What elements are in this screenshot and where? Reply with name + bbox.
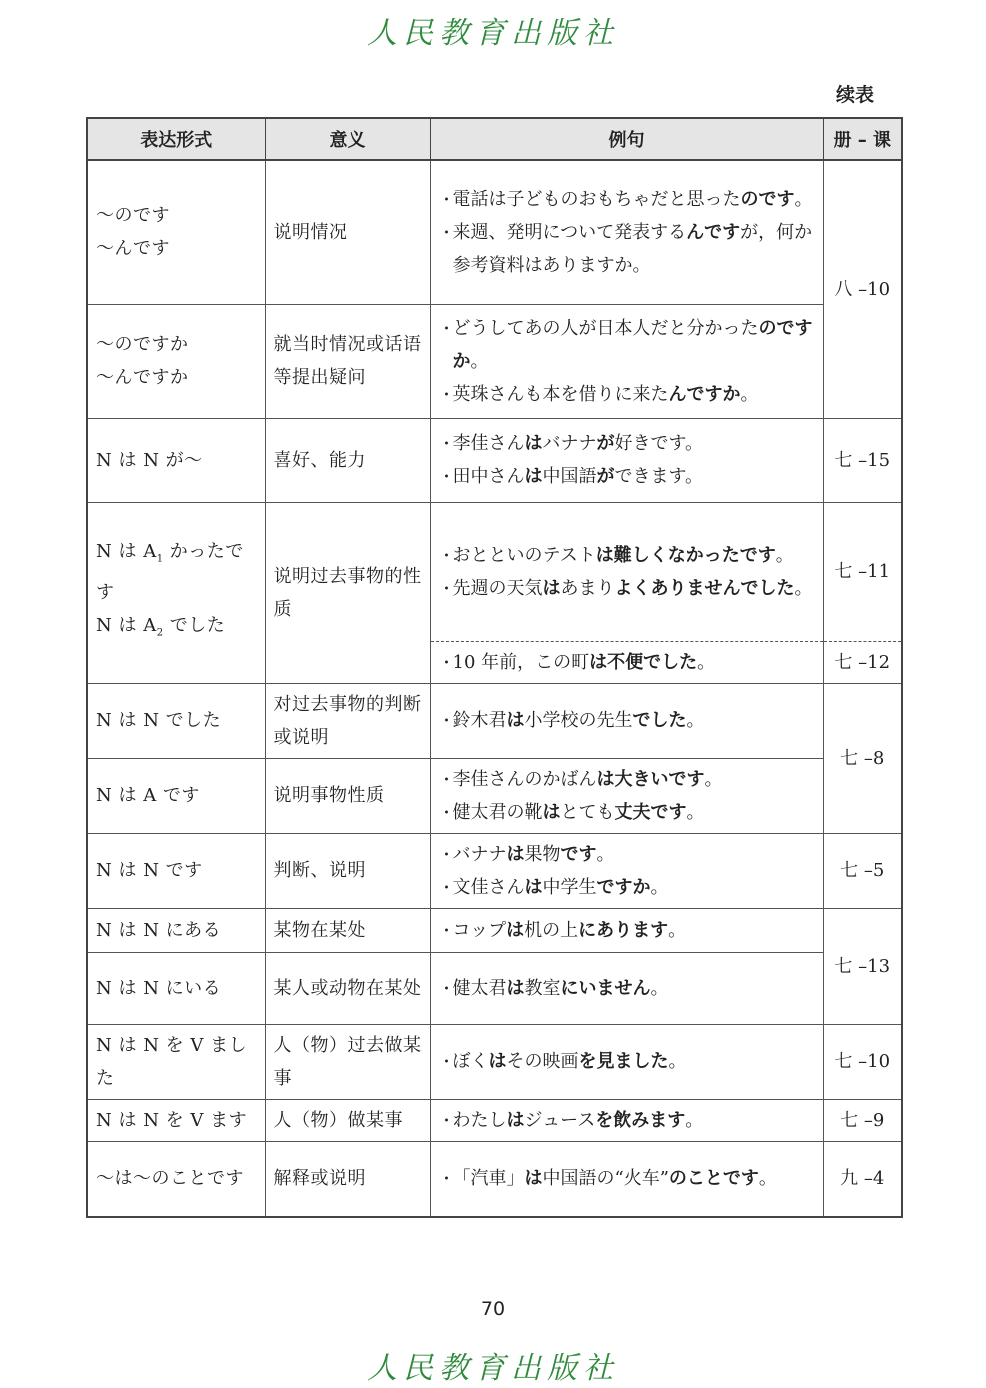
sentence-segment: が，何か参考資料はありますか。 — [452, 221, 813, 276]
meaning: 解释或说明 — [265, 1141, 430, 1217]
grammar-point: は — [506, 977, 525, 999]
sentence-segment: 健太君 — [452, 977, 507, 999]
sentence-segment: とても — [560, 801, 615, 823]
form-line: ～んです — [96, 238, 170, 260]
table-row — [87, 683, 902, 758]
grammar-point: は — [542, 577, 561, 599]
examples-cell — [430, 833, 823, 908]
example-sentence — [439, 378, 815, 411]
sentence-segment: 。 — [686, 710, 705, 731]
sentence-text — [453, 183, 815, 216]
example-sentence — [439, 871, 815, 904]
sentence-segment: 。 — [697, 651, 716, 673]
sentence-segment: ジュース — [524, 1109, 596, 1131]
example-sentence — [439, 216, 815, 282]
grammar-point: が — [596, 433, 615, 454]
form-line: N は N にある — [96, 919, 222, 941]
expression-form — [87, 304, 265, 418]
sentence-segment: 。 — [650, 876, 669, 898]
sentence-text — [453, 838, 815, 871]
bullet-icon: ・ — [438, 434, 455, 453]
examples-cell — [430, 1099, 823, 1141]
bullet-icon: ・ — [438, 1169, 455, 1189]
bullet-icon: ・ — [438, 1110, 455, 1130]
meaning: 某人或动物在某处 — [265, 952, 430, 1024]
expression-form — [87, 1024, 265, 1099]
grammar-point: は — [542, 801, 561, 823]
bullet-icon: ・ — [438, 578, 455, 598]
expression-form — [87, 160, 265, 304]
grammar-point: は — [524, 876, 543, 898]
expression-form — [87, 908, 265, 952]
sentence-segment: 中国語の“火车” — [542, 1168, 669, 1190]
expression-form — [87, 833, 265, 908]
grammar-point: んですか — [668, 383, 741, 405]
example-sentence — [439, 539, 815, 572]
table-row — [87, 1024, 902, 1099]
sentence-segment: 教室 — [524, 977, 561, 999]
form-line: N は A です — [96, 785, 200, 806]
grammar-point: 大きいです — [614, 768, 705, 790]
sentence-segment: 李佳さん — [452, 433, 525, 454]
sentence-segment: 健太君の靴 — [452, 801, 543, 823]
form-line: N は $A_2$ でした — [96, 615, 226, 639]
meaning: 说明情况 — [265, 160, 430, 304]
sentence-segment: 鈴木君 — [452, 710, 507, 731]
sentence-segment: 机の上 — [524, 919, 579, 941]
sentence-text — [453, 460, 815, 493]
grammar-point: んです — [686, 221, 741, 243]
sentence-segment: 。 — [740, 383, 759, 405]
volume-lesson: 七 –8 — [823, 683, 902, 833]
grammar-point: は — [596, 768, 615, 790]
example-sentence — [439, 972, 815, 1005]
sentence-segment: 。 — [685, 1109, 704, 1131]
sentence-segment: 田中さん — [452, 466, 525, 487]
sentence-text — [453, 427, 815, 460]
grammar-point: は — [488, 1051, 507, 1072]
continued-label: 续表 — [835, 84, 874, 106]
bullet-icon: ・ — [438, 1052, 455, 1071]
bullet-icon: ・ — [438, 978, 455, 998]
bullet-icon: ・ — [438, 920, 455, 940]
example-sentence — [439, 704, 815, 737]
volume-lesson: 七 –5 — [823, 833, 902, 908]
bullet-icon: ・ — [438, 467, 455, 486]
example-sentence — [439, 312, 815, 378]
publisher-logo-bottom: 人民教育出版社 — [367, 1351, 619, 1386]
bullet-icon: ・ — [438, 711, 455, 730]
example-sentence — [439, 1104, 815, 1137]
bullet-icon: ・ — [438, 652, 455, 672]
example-sentence — [439, 1045, 815, 1078]
grammar-point: を飲みます — [595, 1109, 686, 1131]
meaning: 喜好、能力 — [265, 418, 430, 502]
volume-lesson: 九 –4 — [823, 1141, 902, 1217]
grammar-point: は — [506, 710, 525, 731]
expression-form — [87, 502, 265, 683]
sentence-text — [453, 972, 815, 1005]
meaning: 就当时情况或话语等提出疑问 — [265, 304, 430, 418]
table-row — [87, 1099, 902, 1141]
sentence-text — [453, 763, 815, 796]
sentence-segment: 先週の天気 — [452, 577, 543, 599]
meaning: 某物在某处 — [265, 908, 430, 952]
example-sentence — [439, 460, 815, 493]
form-line: ～は～のことです — [96, 1168, 244, 1190]
example-sentence — [439, 183, 815, 216]
sentence-segment: その映画 — [506, 1051, 579, 1072]
sentence-text — [453, 1104, 815, 1137]
grammar-point: にあります — [578, 919, 669, 941]
expression-form — [87, 1141, 265, 1217]
bullet-icon: ・ — [438, 877, 455, 897]
sentence-segment: 果物 — [524, 843, 561, 865]
grammar-point: は — [506, 1109, 525, 1131]
grammar-point: は — [506, 919, 525, 941]
examples-cell — [430, 952, 823, 1024]
form-line: ～のですか — [96, 334, 189, 355]
grammar-point: は — [524, 1168, 543, 1190]
form-line: N は N を V ます — [96, 1109, 248, 1131]
table-row — [87, 758, 902, 833]
form-line: N は N です — [96, 860, 203, 881]
bullet-icon: ・ — [438, 318, 455, 338]
volume-lesson: 七 –10 — [823, 1024, 902, 1099]
sentence-text — [453, 312, 815, 378]
sentence-segment: おとといのテスト — [452, 544, 596, 566]
table-row — [87, 1141, 902, 1217]
sentence-text — [453, 704, 815, 737]
sentence-segment: 好きです。 — [614, 433, 704, 454]
sentence-segment: 。 — [686, 801, 705, 823]
sentence-segment: 。 — [650, 977, 669, 999]
examples-cell — [430, 1024, 823, 1099]
sentence-segment: 李佳さんのかばん — [452, 768, 597, 790]
sentence-segment: 。 — [596, 843, 615, 865]
volume-lesson: 七 –12 — [823, 641, 902, 683]
bullet-icon: ・ — [438, 769, 455, 789]
sentence-text — [453, 1045, 815, 1078]
sentence-segment: バナナ — [452, 843, 507, 865]
grammar-point: 丈夫です — [614, 801, 687, 823]
grammar-point: は — [589, 651, 608, 673]
sentence-text — [453, 378, 815, 411]
table-row — [87, 418, 902, 502]
grammar-point: が — [596, 466, 615, 487]
sentence-text — [453, 646, 815, 679]
example-sentence — [439, 427, 815, 460]
meaning: 人（物）做某事 — [265, 1099, 430, 1141]
volume-lesson: 七 –9 — [823, 1099, 902, 1141]
examples-cell — [430, 758, 823, 833]
examples-cell — [430, 160, 823, 304]
example-sentence — [439, 646, 815, 679]
form-line: N は N でした — [96, 710, 222, 731]
bullet-icon: ・ — [438, 222, 455, 242]
grammar-point: は — [524, 466, 543, 487]
form-line: ～んですか — [96, 367, 189, 388]
sentence-segment: 来週、発明について発表する — [452, 221, 687, 243]
examples-cell — [430, 418, 823, 502]
table-row — [87, 160, 902, 304]
grammar-point: よくありませんでした — [614, 577, 795, 599]
sentence-text — [453, 914, 815, 947]
bullet-icon: ・ — [438, 802, 455, 822]
table-row — [87, 502, 902, 641]
sentence-segment: 。 — [704, 768, 723, 790]
example-sentence — [439, 914, 815, 947]
sentence-text — [453, 216, 815, 282]
volume-lesson: 八 –10 — [823, 160, 902, 418]
meaning: 说明事物性质 — [265, 758, 430, 833]
sentence-segment: 中学生 — [542, 876, 597, 898]
sentence-segment: 10 年前，この町 — [452, 651, 590, 673]
grammar-point: のですか — [452, 317, 813, 372]
expression-form — [87, 1099, 265, 1141]
grammar-point: を見ました — [578, 1051, 669, 1072]
expression-form — [87, 952, 265, 1024]
sentence-segment: 。 — [794, 577, 813, 599]
sentence-segment: 。 — [794, 188, 813, 210]
sentence-text — [453, 871, 815, 904]
grammar-point: のことです — [668, 1168, 759, 1190]
grammar-point: ですか — [596, 876, 651, 898]
volume-lesson: 七 –11 — [823, 502, 902, 641]
examples-cell — [430, 1141, 823, 1217]
form-line: N は N にいる — [96, 977, 222, 999]
sentence-segment: 。 — [470, 350, 489, 372]
header-volume-lesson: 册 – 课 — [823, 118, 902, 160]
examples-cell — [430, 683, 823, 758]
sentence-segment: 英珠さんも本を借りに来た — [452, 383, 669, 405]
grammar-point: 難しくなかったです — [613, 544, 776, 566]
example-sentence — [439, 572, 815, 605]
sentence-segment: 。 — [758, 1168, 777, 1190]
sentence-segment: 文佳さん — [452, 876, 525, 898]
sentence-segment: 「汽車」 — [452, 1168, 525, 1190]
meaning: 判断、说明 — [265, 833, 430, 908]
sentence-segment: 中国語 — [542, 466, 597, 487]
sentence-segment: 。 — [668, 919, 687, 941]
form-line: N は N が～ — [96, 449, 203, 471]
sentence-segment: できます。 — [614, 466, 704, 487]
sentence-segment: バナナ — [542, 433, 597, 454]
grammar-point: にいません — [560, 977, 651, 999]
example-sentence — [439, 796, 815, 829]
meaning: 说明过去事物的性质 — [265, 502, 430, 683]
publisher-logo-top: 人民教育出版社 — [367, 16, 619, 51]
table-row — [87, 833, 902, 908]
sentence-segment: どうしてあの人が日本人だと分かった — [452, 317, 759, 339]
grammar-point: です — [560, 843, 597, 865]
volume-lesson: 七 –15 — [823, 418, 902, 502]
expression-form — [87, 683, 265, 758]
table-row — [87, 304, 902, 418]
grammar-point: は — [595, 544, 614, 566]
example-sentence — [439, 763, 815, 796]
sentence-segment: コップ — [452, 919, 507, 941]
header-examples: 例句 — [430, 118, 823, 160]
sentence-segment: 電話は子どものおもちゃだと思った — [452, 188, 741, 210]
grammar-point: は — [524, 433, 543, 454]
example-sentence — [439, 1162, 815, 1195]
sentence-segment: 小学校の先生 — [524, 710, 633, 731]
sentence-segment: 。 — [668, 1051, 687, 1072]
sentence-segment: わたし — [452, 1109, 507, 1131]
grammar-point: です — [758, 188, 795, 210]
expression-form — [87, 418, 265, 502]
page-number: 70 — [480, 1298, 506, 1320]
bullet-icon: ・ — [438, 844, 455, 864]
sentence-segment: ぼく — [452, 1051, 489, 1072]
example-sentence — [439, 838, 815, 871]
grammar-point: の — [740, 188, 759, 210]
grammar-point: は — [506, 843, 525, 865]
volume-lesson: 七 –13 — [823, 908, 902, 1024]
examples-cell — [430, 502, 823, 641]
sentence-segment: 。 — [775, 544, 794, 566]
form-line: N は N を V ました — [96, 1034, 248, 1089]
header-meaning: 意义 — [265, 118, 430, 160]
examples-cell — [430, 908, 823, 952]
bullet-icon: ・ — [438, 545, 455, 565]
sentence-text — [453, 1162, 815, 1195]
form-line: ～のです — [96, 205, 170, 227]
sentence-text — [453, 572, 815, 605]
form-line: N は $A_1$ かったです — [96, 541, 244, 603]
examples-cell — [430, 641, 823, 683]
table-row — [87, 908, 902, 952]
sentence-text — [453, 796, 815, 829]
header-form: 表达形式 — [87, 118, 265, 160]
bullet-icon: ・ — [438, 189, 455, 209]
sentence-text — [453, 539, 815, 572]
grammar-point: でした — [632, 710, 687, 731]
meaning: 对过去事物的判断或说明 — [265, 683, 430, 758]
grammar-point: 不便でした — [607, 651, 698, 673]
table-header-row — [87, 118, 902, 160]
table-row — [87, 952, 902, 1024]
bullet-icon: ・ — [438, 384, 455, 404]
expression-form — [87, 758, 265, 833]
sentence-segment: あまり — [560, 577, 615, 599]
grammar-table — [86, 117, 903, 1218]
meaning: 人（物）过去做某事 — [265, 1024, 430, 1099]
examples-cell — [430, 304, 823, 418]
